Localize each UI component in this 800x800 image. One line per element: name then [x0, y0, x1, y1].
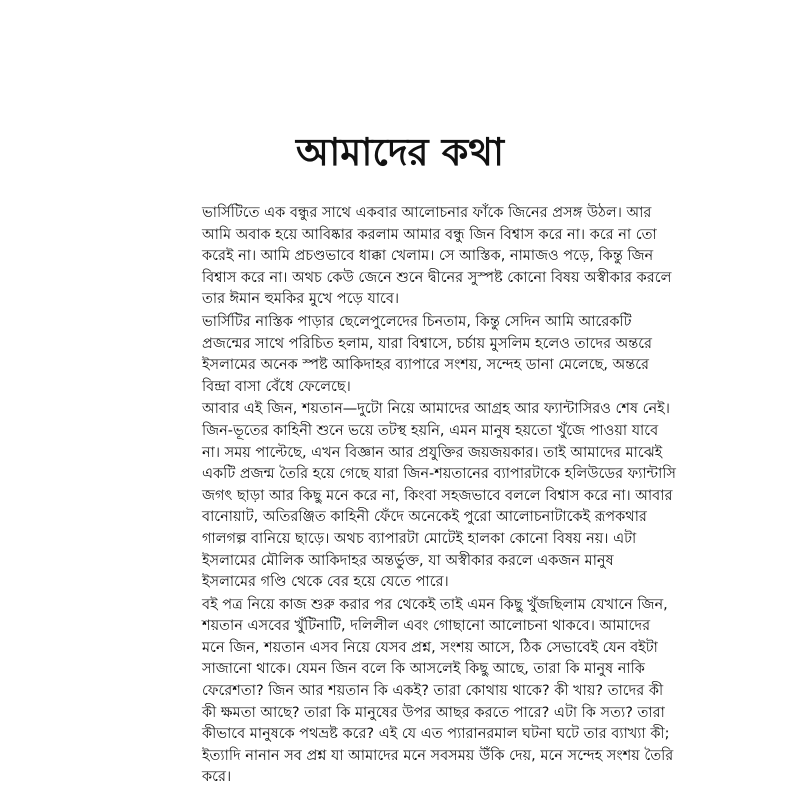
text-line: শয়তান এসবের খুঁটিনাটি, দলিলীল এবং গোছানো আলোচনা থাকবে। আমাদের	[202, 618, 651, 635]
text-line: সাজানো থাকে। যেমন জিন বলে কি আসলেই কিছু আছে, তারা কি মানুষ নাকি	[202, 661, 645, 678]
text-line: ফেরেশতা? জিন আর শয়তান কি একই? তারা কোথায় থাকে? কী খায়? তাদের কী	[202, 683, 664, 700]
text-line: তার ঈমান হুমকির মুখে পড়ে যাবে।	[202, 291, 400, 308]
text-line: মনে জিন, শয়তান এসব নিয়ে যেসব প্রশ্ন, সংশয় আসে, ঠিক সেভাবেই যেন বইটা	[202, 639, 658, 656]
text-line: গালগল্প বানিয়ে ছাড়ে। অথচ ব্যাপারটা মোটেই হালকা কোনো বিষয় নয়। এটা	[202, 530, 637, 547]
text-line: ইসলামের গণ্ডি থেকে বের হয়ে যেতে পারে।	[202, 574, 449, 591]
text-line: বানোয়াট, অতিরঞ্জিত কাহিনী ফেঁদে অনেকেই পুরো আলোচনাটাকেই রূপকথার	[202, 509, 647, 526]
text-line: করেই না। আমি প্রচণ্ডভাবে ধাক্কা খেলাম। সে আস্তিক, নামাজও পড়ে, কিন্তু জিন	[202, 248, 654, 265]
text-line: করে।	[202, 769, 232, 786]
text-line: ইসলামের মৌলিক আকিদাহর অন্তর্ভুক্ত, যা অস্বীকার করলে একজন মানুষ	[202, 552, 614, 569]
text-line: বিন্দ্রা বাসা বেঁধে ফেলেছে।	[202, 378, 351, 395]
text-line: প্রজন্মের সাথে পরিচিত হলাম, যারা বিশ্বাসে, চর্চায় মুসলিম হলেও তাদের অন্তরে	[202, 335, 653, 352]
page-title: আমাদের কথা	[295, 130, 505, 174]
text-line: বিশ্বাস করে না। অথচ কেউ জেনে শুনে দ্বীনের সুস্পষ্ট কোনো বিষয় অস্বীকার করলে	[202, 269, 672, 286]
text-line: জিন-ভূতের কাহিনী শুনে ভয়ে তটস্থ হয়নি, এমন মানুষ হয়তো খুঁজে পাওয়া যাবে	[202, 422, 659, 439]
paragraph-3	[202, 399, 677, 593]
body-text	[202, 203, 677, 789]
text-line: ইসলামের অনেক স্পষ্ট আকিদাহর ব্যাপারে সংশয়, সন্দেহ ডানা মেলেছে, অন্তরে	[202, 357, 650, 374]
text-line: কীভাবে মানুষকে পথভ্রষ্ট করে? এই যে এত প্যারানরমাল ঘটনা ঘটে তার ব্যাখ্যা কী;	[202, 726, 670, 743]
text-line: কী ক্ষমতা আছে? তারা কি মানুষের উপর আছর করতে পারে? এটা কি সত্য? তারা	[202, 704, 665, 721]
text-line: বই পত্র নিয়ে কাজ শুরু করার পর থেকেই তাই এমন কিছু খুঁজছিলাম যেখানে জিন,	[202, 596, 668, 613]
text-line: ইত্যাদি নানান সব প্রশ্ন যা আমাদের মনে সবসময় উঁকি দেয়, মনে সন্দেহ সংশয় তৈরি	[202, 747, 674, 764]
text-line: না। সময় পাল্টেছে, এখন বিজ্ঞান আর প্রযুক্তির জয়জয়কার। তাই আমাদের মাঝেই	[202, 444, 663, 461]
paragraph-1	[202, 203, 672, 311]
paragraph-4	[202, 595, 674, 789]
text-line: আবার এই জিন, শয়তান—দুটো নিয়ে আমাদের আগ্রহ আর ফ্যান্টাসিরও শেষ নেই।	[202, 401, 670, 418]
text-line: একটি প্রজন্ম তৈরি হয়ে গেছে যারা জিন-শয়তানের ব্যাপারটাকে হলিউডের ফ্যান্টাসি	[202, 466, 677, 483]
text-line: আমি অবাক হয়ে আবিষ্কার করলাম আমার বন্ধু জিন বিশ্বাস করে না। করে না তো	[202, 226, 657, 243]
text-line: ভার্সিটিতে এক বন্ধুর সাথে একবার আলোচনার ফাঁকে জিনের প্রসঙ্গ উঠল। আর	[202, 205, 652, 221]
paragraph-2	[202, 312, 653, 398]
text-line: ভার্সিটির নাস্তিক পাড়ার ছেলেপুলেদের চিনতাম, কিন্তু সেদিন আমি আরেকটি	[202, 313, 632, 330]
text-line: জগৎ ছাড়া আর কিছু মনে করে না, কিংবা সহজভাবে বললে বিশ্বাস করে না। আবার	[202, 487, 673, 504]
